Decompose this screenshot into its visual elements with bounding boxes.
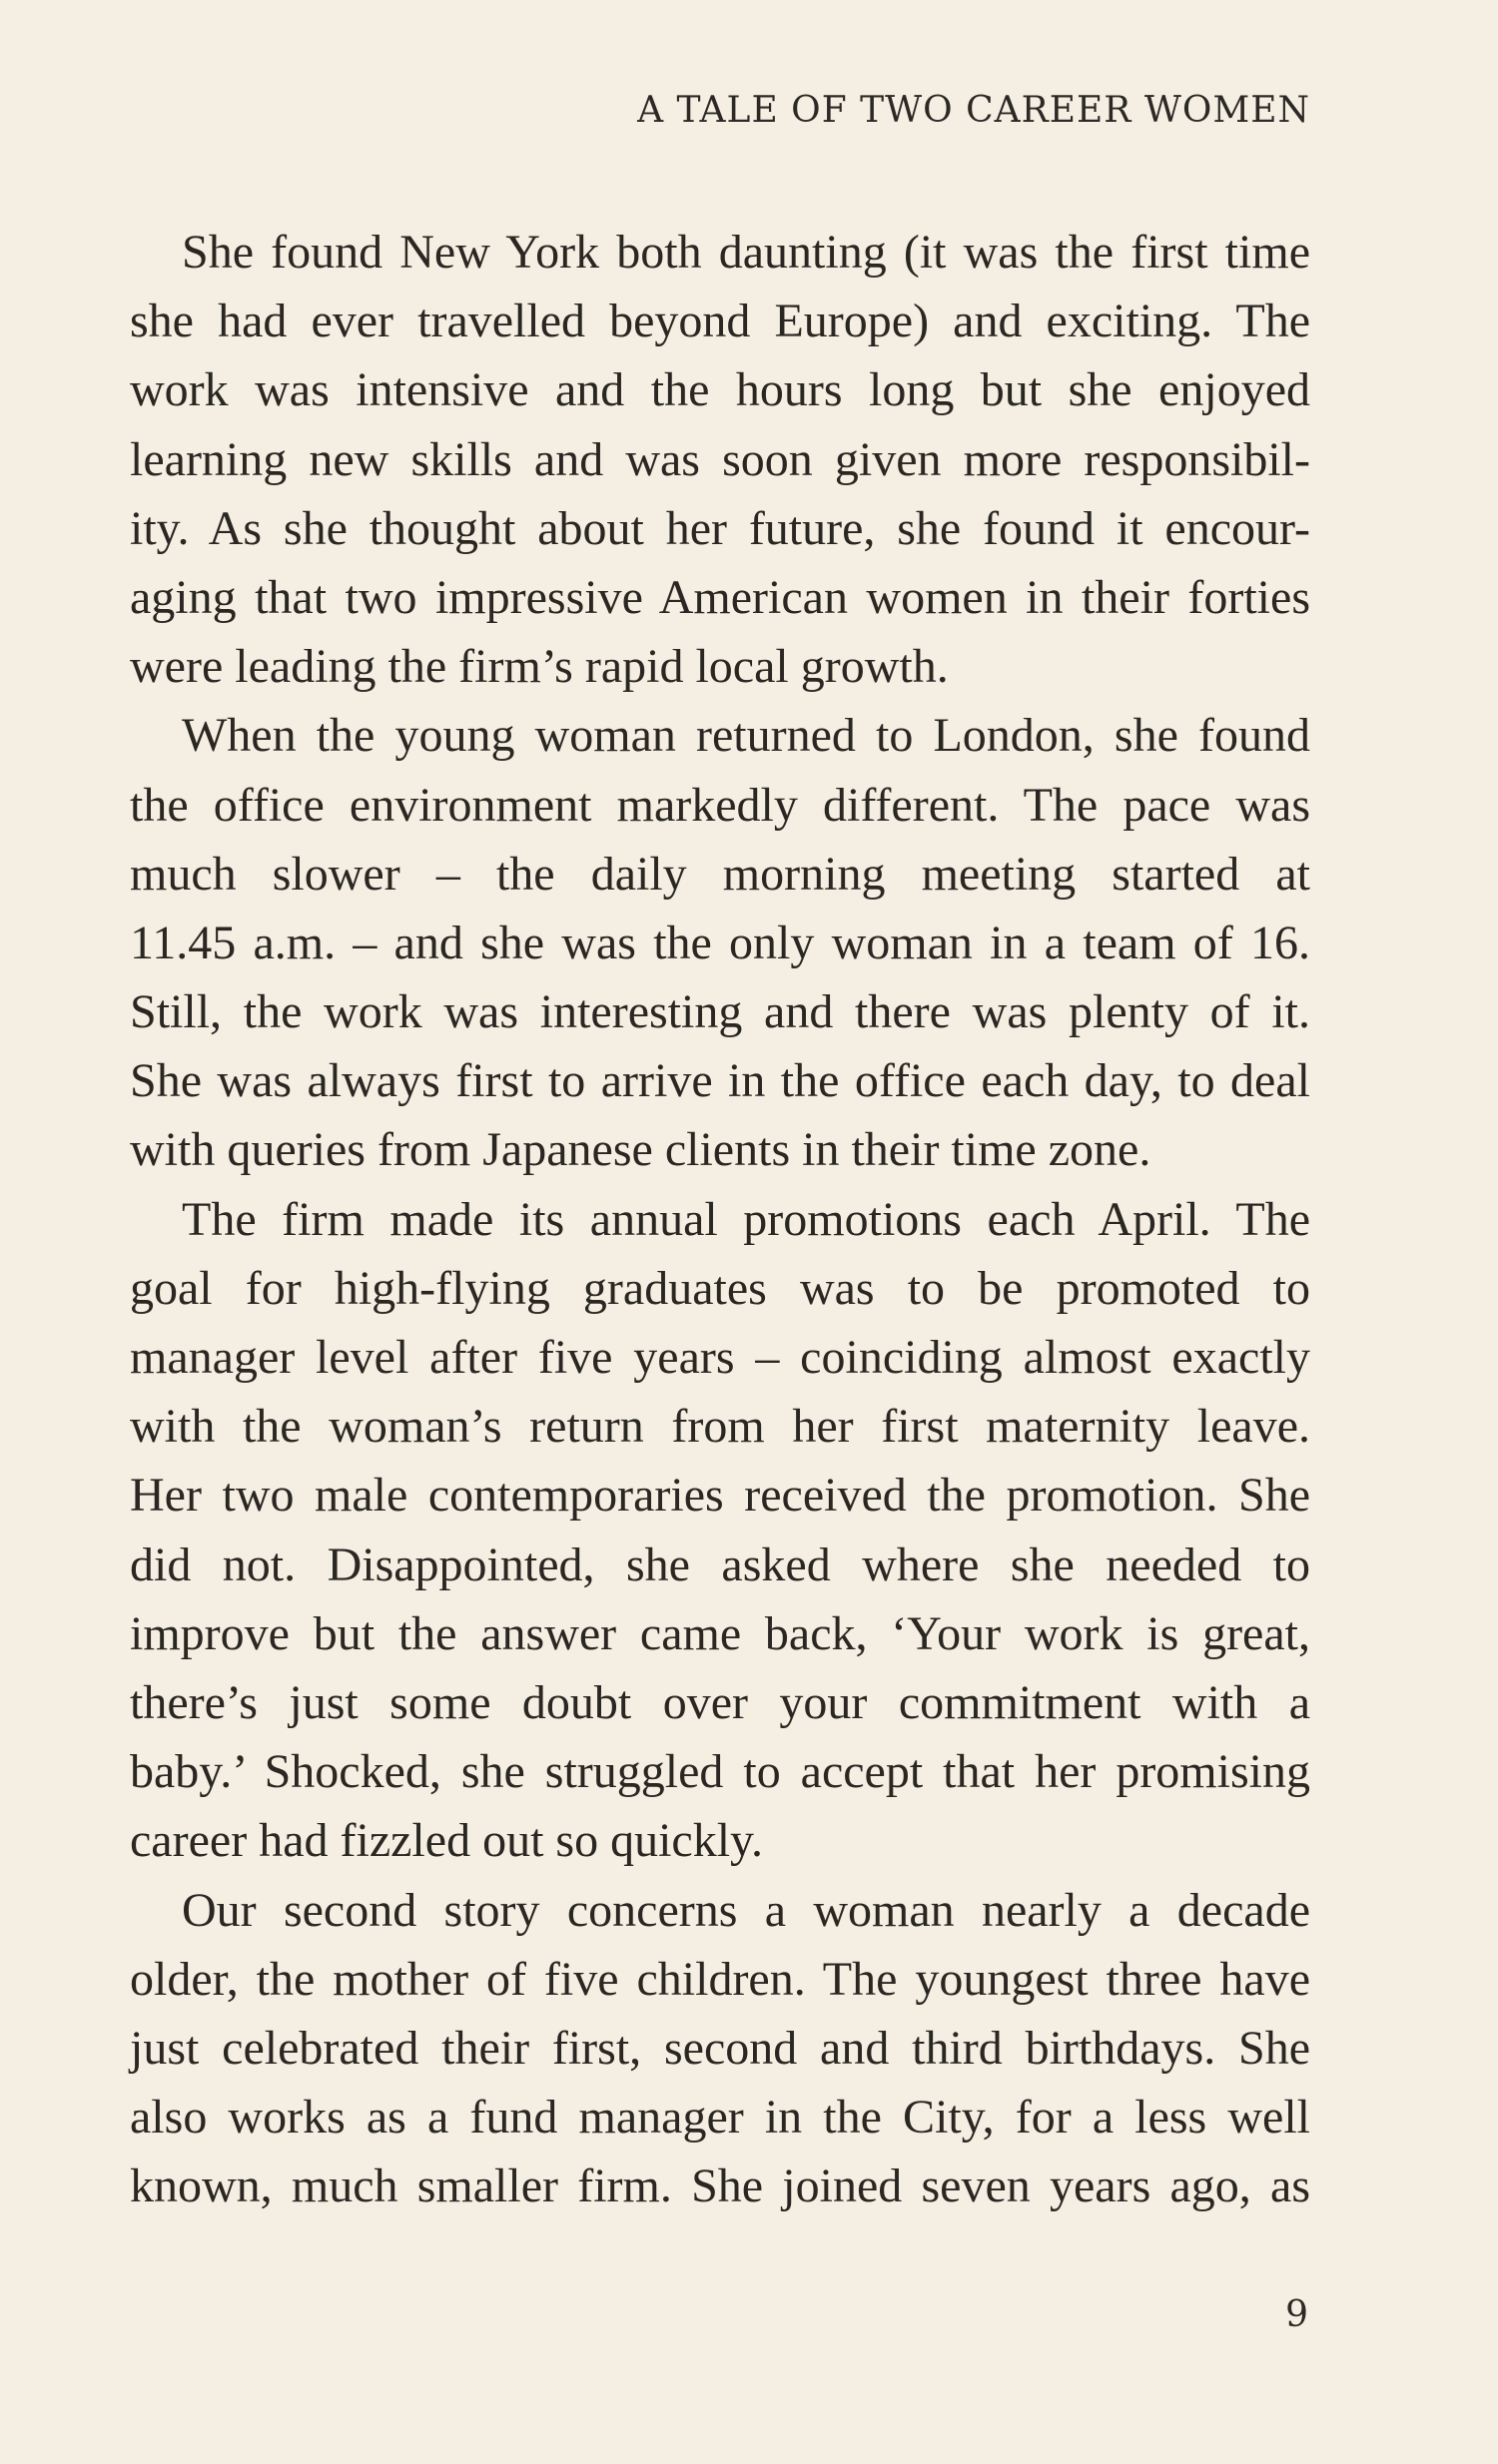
- text-line: Still, the work was interesting and there was plenty of it.: [130, 985, 1310, 1039]
- text-line: much slower – the daily morning meeting started at: [130, 847, 1310, 901]
- text-line: older, the mother of five children. The youngest three have: [130, 1952, 1310, 2006]
- text-line: improve but the answer came back, ‘Your work is great,: [130, 1606, 1310, 1660]
- body-text: [130, 218, 1310, 2220]
- text-line: goal for high-flying graduates was to be promoted to: [130, 1261, 1310, 1315]
- text-line: learning new skills and was soon given more responsibil-: [130, 432, 1310, 486]
- text-line: did not. Disappointed, she asked where she needed to: [130, 1538, 1310, 1591]
- page-number: 9: [1285, 2294, 1308, 2335]
- text-line: When the young woman returned to London, she found: [182, 709, 1310, 763]
- text-line: she had ever travelled beyond Europe) and exciting. The: [130, 295, 1310, 348]
- text-line: work was intensive and the hours long but she enjoyed: [130, 363, 1310, 417]
- text-line: also works as a fund manager in the City, for a less well: [130, 2091, 1310, 2145]
- text-line: The firm made its annual promotions each April. The: [182, 1192, 1310, 1246]
- text-line: baby.’ Shocked, she struggled to accept that her promising: [130, 1745, 1310, 1799]
- text-line: She was always first to arrive in the office each day, to deal: [130, 1054, 1310, 1108]
- text-line: with the woman’s return from her first maternity leave.: [130, 1400, 1310, 1454]
- text-line: the office environment markedly different. The pace was: [130, 778, 1310, 832]
- text-line: there’s just some doubt over your commitment with a: [130, 1675, 1310, 1729]
- text-line: 11.45 a.m. – and she was the only woman in a team of 16.: [130, 916, 1310, 969]
- text-line: manager level after five years – coinciding almost exactly: [130, 1331, 1310, 1384]
- text-line: known, much smaller firm. She joined seven years ago, as: [130, 2159, 1310, 2213]
- text-line: aging that two impressive American women in their forties: [130, 570, 1310, 624]
- text-line: She found New York both daunting (it was the first time: [182, 226, 1310, 279]
- text-line: ity. As she thought about her future, she found it encour-: [130, 501, 1310, 555]
- text-line: Her two male contemporaries received the promotion. She: [130, 1469, 1310, 1523]
- text-line: Our second story concerns a woman nearly a decade: [182, 1883, 1310, 1937]
- text-line: were leading the firm’s rapid local growth.: [130, 640, 949, 694]
- text-line: just celebrated their first, second and third birthdays. She: [130, 2021, 1310, 2075]
- running-head: A TALE OF TWO CAREER WOMEN: [637, 90, 1310, 131]
- text-line: career had fizzled out so quickly.: [130, 1814, 763, 1868]
- text-line: with queries from Japanese clients in their time zone.: [130, 1123, 1151, 1177]
